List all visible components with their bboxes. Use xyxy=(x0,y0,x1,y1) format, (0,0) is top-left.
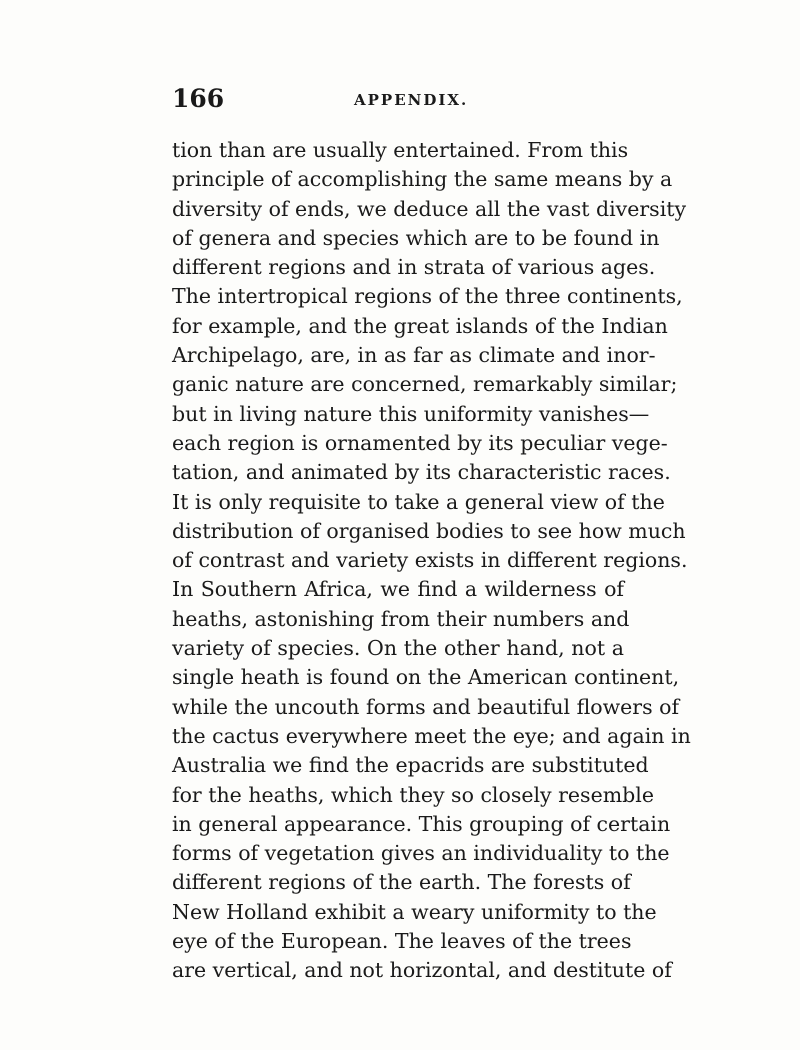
text-line: distribution of organised bodies to see how much xyxy=(172,518,686,543)
text-line: forms of vegetation gives an individuality to the xyxy=(172,841,670,866)
text-line: for example, and the great islands of the Indian xyxy=(172,313,668,338)
text-line: of genera and species which are to be found in xyxy=(172,225,660,250)
text-line: but in living nature this uniformity vanishes— xyxy=(172,401,650,426)
text-line: for the heaths, which they so closely resemble xyxy=(172,782,654,807)
text-line: heaths, astonishing from their numbers and xyxy=(172,606,630,631)
text-line: the cactus everywhere meet the eye; and again in xyxy=(172,723,691,748)
text-line: in general appearance. This grouping of certain xyxy=(172,811,671,836)
text-line: variety of species. On the other hand, not a xyxy=(172,636,624,661)
text-line: diversity of ends, we deduce all the vast diversity xyxy=(172,196,687,221)
text-line: of contrast and variety exists in different regions. xyxy=(172,548,688,573)
page-number: 166 xyxy=(172,84,225,113)
text-line: different regions and in strata of various ages. xyxy=(172,255,656,280)
text-line: while the uncouth forms and beautiful flowers of xyxy=(172,694,680,719)
text-line: ganic nature are concerned, remarkably similar; xyxy=(172,372,678,397)
text-line: principle of accomplishing the same means by a xyxy=(172,167,673,192)
text-line: The intertropical regions of the three continents, xyxy=(172,284,683,309)
text-line: New Holland exhibit a weary uniformity to the xyxy=(172,899,657,924)
section-title: APPENDIX. xyxy=(354,91,469,109)
text-line: Australia we find the epacrids are substituted xyxy=(172,753,649,778)
text-line: In Southern Africa, we find a wilderness of xyxy=(172,577,624,602)
text-line: eye of the European. The leaves of the trees xyxy=(172,929,632,954)
body-text xyxy=(172,136,691,986)
text-line: Archipelago, are, in as far as climate and inor- xyxy=(172,343,656,368)
text-line: tion than are usually entertained. From this xyxy=(172,138,629,162)
running-head xyxy=(172,84,632,114)
text-line: are vertical, and not horizontal, and destitute of xyxy=(172,958,672,983)
text-line: single heath is found on the American continent, xyxy=(172,665,680,690)
text-line: It is only requisite to take a general view of the xyxy=(172,489,665,514)
text-line: each region is ornamented by its peculiar vege- xyxy=(172,430,668,455)
text-line: tation, and animated by its characteristic races. xyxy=(172,460,671,485)
text-line: different regions of the earth. The forests of xyxy=(172,870,631,895)
